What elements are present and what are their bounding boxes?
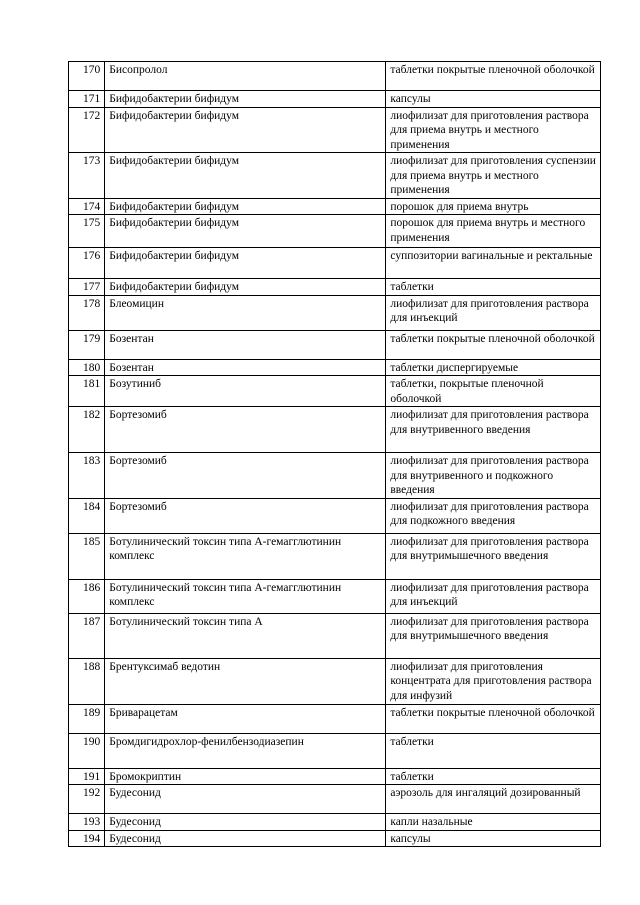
drug-name: Бифидобактерии бифидум (105, 279, 386, 296)
dosage-form: лиофилизат для приготовления раствора для внутримышечного введения (386, 533, 601, 579)
table-row (69, 62, 601, 91)
dosage-form: порошок для приема внутрь и местного применения (386, 215, 601, 248)
dosage-form: таблетки (386, 279, 601, 296)
table-row (69, 295, 601, 330)
drug-name: Ботулинический токсин типа А-гемагглютинин комплекс (105, 579, 386, 613)
drug-name: Бозентан (105, 330, 386, 359)
table-row (69, 733, 601, 768)
table-row (69, 91, 601, 108)
table-row (69, 330, 601, 359)
row-number: 178 (69, 295, 105, 330)
table-row (69, 215, 601, 248)
drug-name: Бромокриптин (105, 768, 386, 785)
drug-name: Брентуксимаб ведотин (105, 658, 386, 704)
row-number: 188 (69, 658, 105, 704)
drug-name: Ботулинический токсин типа А (105, 613, 386, 658)
table-row (69, 768, 601, 785)
row-number: 170 (69, 62, 105, 91)
dosage-form: лиофилизат для приготовления раствора для внутримышечного введения (386, 613, 601, 658)
row-number: 180 (69, 359, 105, 376)
dosage-form: лиофилизат для приготовления раствора для приема внутрь и местного применения (386, 107, 601, 153)
table-row (69, 107, 601, 153)
row-number: 173 (69, 153, 105, 199)
dosage-form: суппозитории вагинальные и ректальные (386, 248, 601, 279)
dosage-form: таблетки диспергируемые (386, 359, 601, 376)
drug-name: Будесонид (105, 830, 386, 847)
dosage-form: лиофилизат для приготовления концентрата для приготовления раствора для инфузий (386, 658, 601, 704)
table-row (69, 279, 601, 296)
row-number: 177 (69, 279, 105, 296)
row-number: 181 (69, 376, 105, 407)
row-number: 175 (69, 215, 105, 248)
row-number: 186 (69, 579, 105, 613)
dosage-form: порошок для приема внутрь (386, 198, 601, 215)
row-number: 194 (69, 830, 105, 847)
drug-name: Бортезомиб (105, 453, 386, 499)
drug-name: Бифидобактерии бифидум (105, 153, 386, 199)
dosage-form: таблетки покрытые пленочной оболочкой (386, 330, 601, 359)
drug-name: Будесонид (105, 814, 386, 831)
row-number: 192 (69, 785, 105, 814)
dosage-form: таблетки (386, 768, 601, 785)
drug-name: Бриварацетам (105, 704, 386, 733)
drug-name: Ботулинический токсин типа А-гемагглютинин комплекс (105, 533, 386, 579)
drug-name: Бифидобактерии бифидум (105, 198, 386, 215)
dosage-form: лиофилизат для приготовления раствора для подкожного введения (386, 498, 601, 533)
table-row (69, 613, 601, 658)
drug-table (68, 61, 601, 847)
drug-name: Бифидобактерии бифидум (105, 215, 386, 248)
table-row (69, 453, 601, 499)
dosage-form: лиофилизат для приготовления суспензии для приема внутрь и местного применения (386, 153, 601, 199)
row-number: 187 (69, 613, 105, 658)
dosage-form: лиофилизат для приготовления раствора для внутривенного и подкожного введения (386, 453, 601, 499)
row-number: 189 (69, 704, 105, 733)
row-number: 182 (69, 407, 105, 453)
table-row (69, 533, 601, 579)
row-number: 174 (69, 198, 105, 215)
table-row (69, 407, 601, 453)
table-row (69, 579, 601, 613)
table-row (69, 498, 601, 533)
row-number: 171 (69, 91, 105, 108)
dosage-form: лиофилизат для приготовления раствора для внутривенного введения (386, 407, 601, 453)
table-row (69, 153, 601, 199)
drug-table-body (69, 62, 601, 847)
drug-name: Бортезомиб (105, 407, 386, 453)
drug-name: Бифидобактерии бифидум (105, 248, 386, 279)
dosage-form: таблетки покрытые пленочной оболочкой (386, 62, 601, 91)
table-row (69, 814, 601, 831)
dosage-form: лиофилизат для приготовления раствора для инъекций (386, 295, 601, 330)
table-row (69, 376, 601, 407)
row-number: 176 (69, 248, 105, 279)
drug-name: Блеомицин (105, 295, 386, 330)
row-number: 185 (69, 533, 105, 579)
dosage-form: таблетки покрытые пленочной оболочкой (386, 704, 601, 733)
dosage-form: таблетки (386, 733, 601, 768)
drug-name: Бозутиниб (105, 376, 386, 407)
table-row (69, 830, 601, 847)
row-number: 179 (69, 330, 105, 359)
dosage-form: капли назальные (386, 814, 601, 831)
row-number: 184 (69, 498, 105, 533)
dosage-form: лиофилизат для приготовления раствора для инъекций (386, 579, 601, 613)
row-number: 193 (69, 814, 105, 831)
drug-name: Бозентан (105, 359, 386, 376)
row-number: 183 (69, 453, 105, 499)
table-row (69, 248, 601, 279)
drug-name: Бифидобактерии бифидум (105, 91, 386, 108)
drug-name: Бисопролол (105, 62, 386, 91)
row-number: 172 (69, 107, 105, 153)
drug-name: Бортезомиб (105, 498, 386, 533)
table-row (69, 658, 601, 704)
drug-name: Будесонид (105, 785, 386, 814)
row-number: 191 (69, 768, 105, 785)
table-row (69, 359, 601, 376)
dosage-form: аэрозоль для ингаляций дозированный (386, 785, 601, 814)
dosage-form: капсулы (386, 830, 601, 847)
table-row (69, 198, 601, 215)
drug-name: Бромдигидрохлор-фенилбензодиазепин (105, 733, 386, 768)
dosage-form: капсулы (386, 91, 601, 108)
drug-name: Бифидобактерии бифидум (105, 107, 386, 153)
table-row (69, 785, 601, 814)
dosage-form: таблетки, покрытые пленочной оболочкой (386, 376, 601, 407)
table-row (69, 704, 601, 733)
row-number: 190 (69, 733, 105, 768)
